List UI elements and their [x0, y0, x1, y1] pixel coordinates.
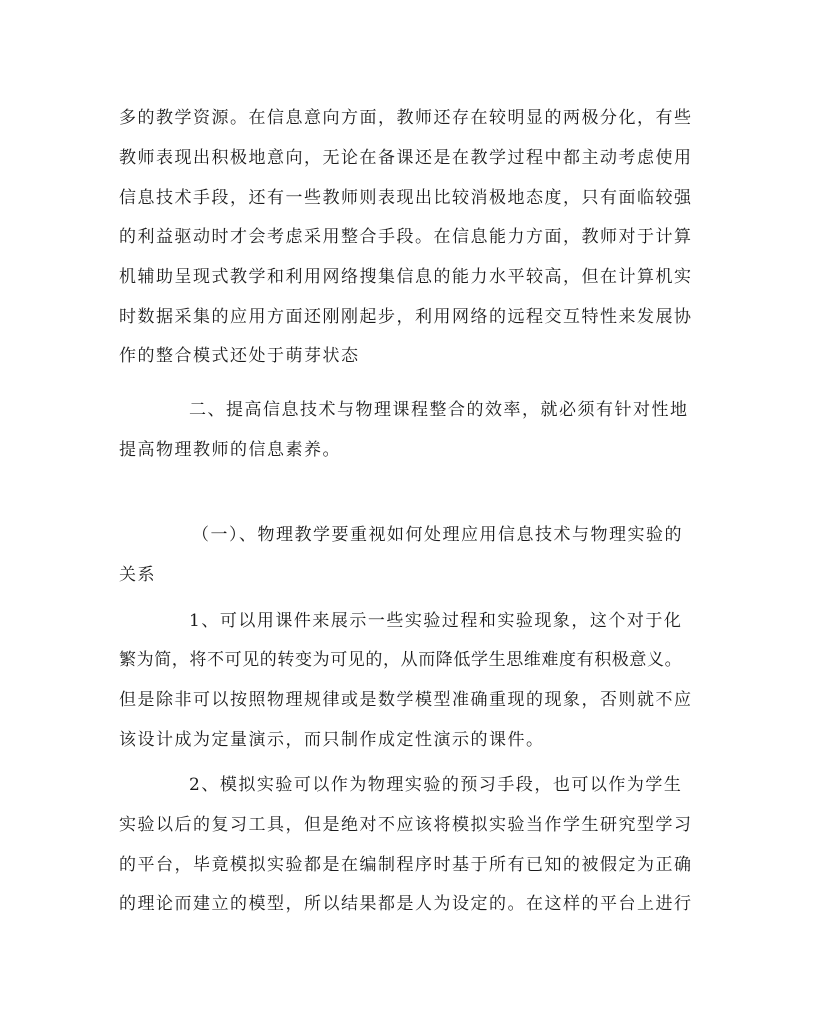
text-line [0, 262, 816, 292]
line-text: 繁为简，将不可见的转变为可见的，从而降低学生思维难度有积极意义。 [119, 650, 683, 670]
text-line [0, 520, 816, 550]
line-text: 教师表现出积极地意向，无论在备课还是在教学过程中都主动考虑使用 [119, 148, 693, 168]
line-text: 的利益驱动时才会考虑采用整合手段。在信息能力方面，教师对于计算 [119, 227, 693, 247]
line-text: 1、可以用课件来展示一些实验过程和实验现象，这个对于化 [189, 611, 683, 631]
text-line [0, 435, 816, 465]
text-line [0, 606, 816, 636]
line-text: 信息技术手段，还有一些教师则表现出比较消极地态度，只有面临较强 [119, 188, 693, 208]
text-line [0, 850, 816, 880]
text-line [0, 560, 816, 590]
text-line [0, 770, 816, 800]
line-text: 实验以后的复习工具，但是绝对不应该将模拟实验当作学生研究型学习 [119, 815, 693, 835]
line-text: 的平台，毕竟模拟实验都是在编制程序时基于所有已知的被假定为正确 [119, 855, 693, 875]
text-line [0, 302, 816, 332]
text-line [0, 685, 816, 715]
line-text: 2、模拟实验可以作为物理实验的预习手段，也可以作为学生 [189, 775, 683, 795]
line-text: 二、提高信息技术与物理课程整合的效率，就必须有针对性地 [189, 400, 689, 420]
line-text: （一）、物理教学要重视如何处理应用信息技术与物理实验的 [192, 525, 683, 545]
line-text: 多的教学资源。在信息意向方面，教师还存在较明显的两极分化，有些 [119, 108, 693, 128]
text-line [0, 645, 816, 675]
line-text: 关系 [119, 565, 156, 585]
line-text: 时数据采集的应用方面还刚刚起步，利用网络的远程交互特性来发展协 [119, 307, 693, 327]
text-line [0, 183, 816, 213]
line-text: 提高物理教师的信息素养。 [119, 440, 341, 460]
text-line [0, 725, 816, 755]
text-line [0, 395, 816, 425]
text-line [0, 810, 816, 840]
text-line [0, 889, 816, 919]
line-text: 机辅助呈现式教学和利用网络搜集信息的能力水平较高，但在计算机实 [119, 267, 693, 287]
text-line [0, 341, 816, 371]
line-text: 该设计成为定量演示，而只制作成定性演示的课件。 [119, 730, 545, 750]
line-text: 但是除非可以按照物理规律或是数学模型准确重现的现象，否则就不应 [119, 690, 693, 710]
text-line [0, 222, 816, 252]
text-line [0, 143, 816, 173]
line-text: 作的整合模式还处于萌芽状态 [119, 346, 360, 366]
line-text: 的理论而建立的模型，所以结果都是人为设定的。在这样的平台上进行 [119, 894, 693, 914]
text-line [0, 103, 816, 133]
